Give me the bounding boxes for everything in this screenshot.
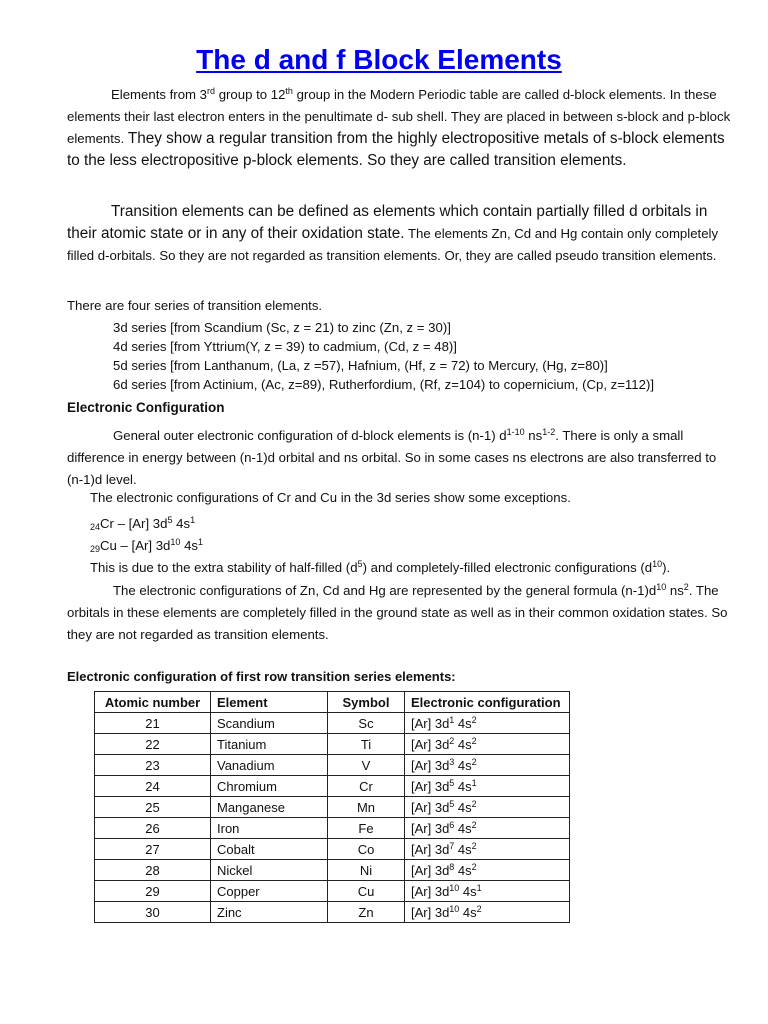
superscript: 1: [198, 537, 204, 547]
cell-atomic-number: 22: [95, 734, 211, 755]
text-run: . There is only a small difference in energy between (n-1)d orbital and ns orbital. So in some cases ns electrons are also transferred to (n-1)d level.: [67, 428, 717, 487]
text-run: [Ar] 3d: [411, 737, 450, 752]
cell-configuration: [405, 755, 570, 776]
text-run: ns: [666, 583, 684, 598]
superscript: 2: [471, 862, 477, 872]
section-heading: Electronic Configuration: [67, 400, 225, 415]
text-run: [Ar] 3d: [411, 800, 450, 815]
text-run: ) and completely-filled electronic configurations (d: [362, 560, 653, 575]
superscript: 1-10: [506, 427, 525, 437]
config-table: [94, 691, 570, 923]
header-atomic-number: Atomic number: [95, 692, 211, 713]
superscript: 1-2: [542, 427, 556, 437]
cell-configuration: [405, 818, 570, 839]
series-item: 3d series [from Scandium (Sc, z = 21) to zinc (Zn, z = 30)]: [113, 320, 451, 335]
text-run: 4s: [180, 538, 198, 553]
superscript: 2: [471, 757, 477, 767]
text-run: Cu – [Ar] 3d: [100, 538, 171, 553]
text-run: 4s: [459, 905, 477, 920]
header-configuration: Electronic configuration: [405, 692, 570, 713]
text-run: 4s: [454, 842, 472, 857]
text-run: [Ar] 3d: [411, 716, 450, 731]
exceptions-line: The electronic configurations of Cr and Cu in the 3d series show some exceptions.: [90, 490, 571, 505]
text-run: 4s: [459, 884, 477, 899]
series-intro: There are four series of transition elements.: [67, 298, 323, 313]
superscript: 5: [357, 559, 363, 569]
table-row: [95, 881, 570, 902]
text-run: 4s: [454, 863, 472, 878]
cell-symbol: Co: [328, 839, 405, 860]
cell-configuration: [405, 776, 570, 797]
text-run: 4s: [454, 716, 472, 731]
text-run: They show a regular transition from the highly electropositive metals of s-block elements to the less electropositive p-block elements. So they are called transition elements.: [67, 130, 725, 169]
table-row: [95, 755, 570, 776]
cell-atomic-number: 29: [95, 881, 211, 902]
table-body: [95, 713, 570, 923]
superscript: 2: [471, 841, 477, 851]
cell-configuration: [405, 881, 570, 902]
page-title: The d and f Block Elements: [196, 44, 562, 75]
header-symbol: Symbol: [328, 692, 405, 713]
superscript: 3: [449, 757, 455, 767]
text-run: 4s: [454, 737, 472, 752]
text-run: This is due to the extra stability of half-filled (d: [90, 560, 358, 575]
cell-symbol: Ni: [328, 860, 405, 881]
superscript: 1: [476, 883, 482, 893]
text-run: group in the Modern Periodic table are called d-block elements. In these elements their last electron enters in the penultimate d- sub shell. They are placed in between s-block and p-block elements.: [67, 87, 731, 146]
cell-symbol: Sc: [328, 713, 405, 734]
cell-atomic-number: 28: [95, 860, 211, 881]
cell-atomic-number: 24: [95, 776, 211, 797]
cell-atomic-number: 23: [95, 755, 211, 776]
series-item: 5d series [from Lanthanum, (La, z =57), Hafnium, (Hf, z = 72) to Mercury, (Hg, z=80)]: [113, 358, 608, 373]
superscript: 6: [449, 820, 455, 830]
text-run: Elements from 3: [111, 87, 208, 102]
table-row: [95, 776, 570, 797]
cell-configuration: [405, 839, 570, 860]
cell-atomic-number: 30: [95, 902, 211, 923]
intro-paragraph-1: [67, 80, 735, 172]
superscript: 10: [449, 904, 460, 914]
table-row: [95, 839, 570, 860]
text-run: 4s: [454, 779, 472, 794]
superscript: 2: [471, 820, 477, 830]
text-run: [Ar] 3d: [411, 863, 450, 878]
text-run: [Ar] 3d: [411, 758, 450, 773]
text-run: [Ar] 3d: [411, 779, 450, 794]
superscript: 2: [471, 715, 477, 725]
table-row: [95, 734, 570, 755]
text-run: 4s: [454, 821, 472, 836]
superscript: 8: [449, 862, 455, 872]
superscript: 2: [683, 582, 689, 592]
text-run: 4s: [172, 516, 191, 531]
cell-element: Scandium: [211, 713, 328, 734]
cell-symbol: Zn: [328, 902, 405, 923]
superscript: th: [285, 86, 293, 96]
cell-configuration: [405, 713, 570, 734]
superscript: 10: [170, 537, 181, 547]
config-paragraph-1: [67, 421, 735, 491]
cell-symbol: Cr: [328, 776, 405, 797]
cell-element: Copper: [211, 881, 328, 902]
text-run: [Ar] 3d: [411, 905, 450, 920]
cell-atomic-number: 21: [95, 713, 211, 734]
cell-symbol: V: [328, 755, 405, 776]
cell-symbol: Ti: [328, 734, 405, 755]
text-run: ns: [524, 428, 543, 443]
table-header-row: [95, 692, 570, 713]
table-row: [95, 860, 570, 881]
config-paragraph-2: [67, 576, 735, 646]
cell-element: Zinc: [211, 902, 328, 923]
text-run: The elements Zn, Cd and Hg contain only completely filled d-orbitals. So they are not regarded as transition elements. Or, they are called pseudo transition elements.: [67, 226, 719, 263]
text-run: ).: [662, 560, 671, 575]
superscript: 5: [449, 778, 455, 788]
cell-element: Titanium: [211, 734, 328, 755]
series-list: [113, 318, 743, 394]
text-run: [Ar] 3d: [411, 842, 450, 857]
text-run: General outer electronic configuration of d-block elements is (n-1) d: [113, 428, 507, 443]
text-run: [Ar] 3d: [411, 884, 450, 899]
text-run: . The orbitals in these elements are completely filled in the ground state as well as in their common oxidation states. So they are not regarded as transition elements.: [67, 583, 728, 642]
cell-atomic-number: 25: [95, 797, 211, 818]
text-run: Cr – [Ar] 3d: [100, 516, 168, 531]
cell-configuration: [405, 734, 570, 755]
cell-atomic-number: 27: [95, 839, 211, 860]
cell-symbol: Fe: [328, 818, 405, 839]
superscript: 7: [449, 841, 455, 851]
cell-element: Chromium: [211, 776, 328, 797]
superscript: 2: [471, 799, 477, 809]
cell-atomic-number: 26: [95, 818, 211, 839]
cell-configuration: [405, 797, 570, 818]
text-run: 4s: [454, 800, 472, 815]
table-row: [95, 818, 570, 839]
superscript: 1: [471, 778, 477, 788]
table-row: [95, 713, 570, 734]
superscript: rd: [207, 86, 216, 96]
cell-element: Cobalt: [211, 839, 328, 860]
series-item: 6d series [from Actinium, (Ac, z=89), Rutherfordium, (Rf, z=104) to copernicium, (Cp, z=112)]: [113, 377, 655, 392]
text-run: 4s: [454, 758, 472, 773]
table-caption: Electronic configuration of first row transition series elements:: [67, 669, 456, 684]
superscript: 2: [476, 904, 482, 914]
table-row: [95, 797, 570, 818]
superscript: 1: [190, 515, 196, 525]
superscript: 10: [652, 559, 663, 569]
header-element: Element: [211, 692, 328, 713]
intro-paragraph-2: [67, 201, 735, 267]
superscript: 2: [449, 736, 455, 746]
superscript: 2: [471, 736, 477, 746]
cell-element: Nickel: [211, 860, 328, 881]
text-run: group to 12: [215, 87, 286, 102]
cell-configuration: [405, 902, 570, 923]
series-item: 4d series [from Yttrium(Y, z = 39) to cadmium, (Cd, z = 48)]: [113, 339, 457, 354]
subscript: 29: [90, 544, 101, 554]
cell-symbol: Cu: [328, 881, 405, 902]
subscript: 24: [90, 522, 101, 532]
cell-symbol: Mn: [328, 797, 405, 818]
superscript: 5: [449, 799, 455, 809]
superscript: 10: [656, 582, 667, 592]
superscript: 5: [167, 515, 173, 525]
superscript: 1: [449, 715, 455, 725]
text-run: Transition elements can be defined as elements which contain partially filled d orbitals in their atomic state or in any of their oxidation state.: [67, 203, 708, 242]
text-run: The electronic configurations of Zn, Cd and Hg are represented by the general formula (n-1)d: [113, 583, 657, 598]
cell-element: Vanadium: [211, 755, 328, 776]
table-row: [95, 902, 570, 923]
superscript: 10: [449, 883, 460, 893]
text-run: [Ar] 3d: [411, 821, 450, 836]
cell-element: Iron: [211, 818, 328, 839]
cell-element: Manganese: [211, 797, 328, 818]
cell-configuration: [405, 860, 570, 881]
